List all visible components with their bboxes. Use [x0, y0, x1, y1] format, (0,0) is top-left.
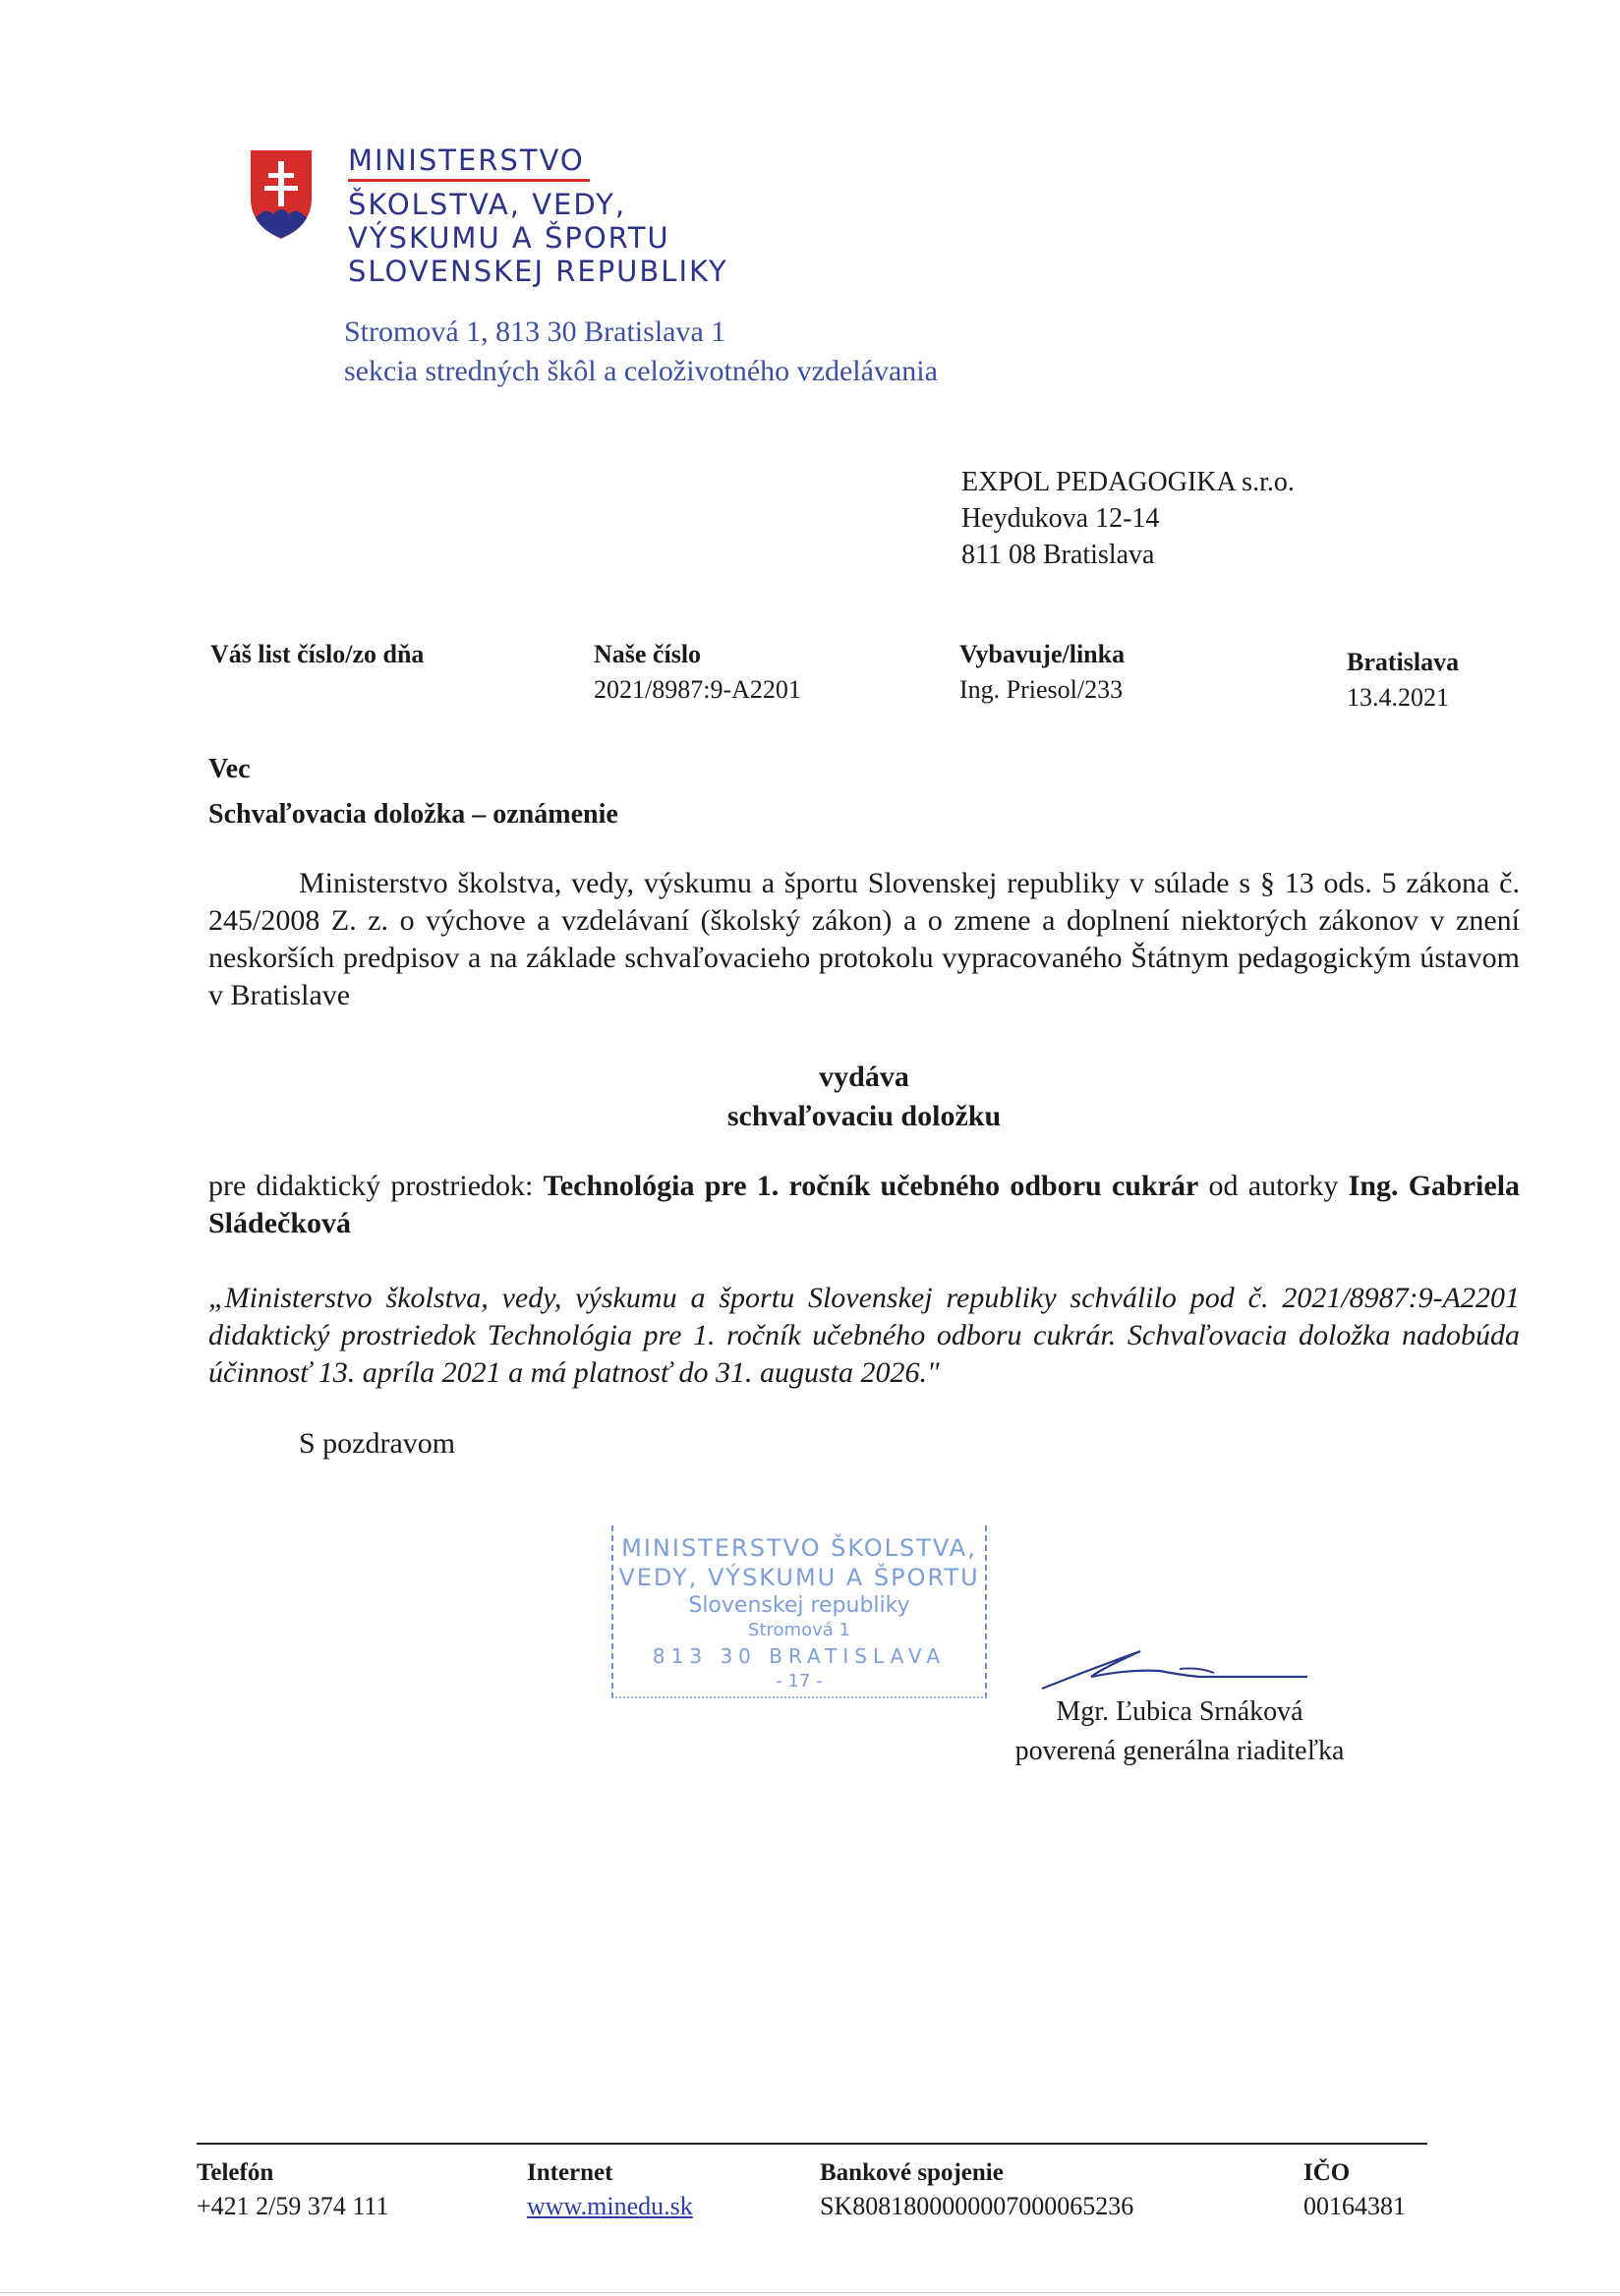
issue-object: schvaľovaciu doložku [726, 1100, 1002, 1132]
ministry-name-line-4: SLOVENSKEJ REPUBLIKY [348, 255, 728, 288]
your-letter-label: Váš list číslo/zo dňa [210, 640, 425, 668]
handwritten-signature [1032, 1639, 1317, 1698]
reference-place-date [1347, 645, 1459, 716]
body-paragraph-2 [208, 1168, 1520, 1242]
ministry-section: sekcia stredných škôl a celoživotného vzdelávania [344, 355, 938, 387]
body-paragraph-1: Ministerstvo školstva, vedy, výskumu a športu Slovenskej republiky v súlade s § 13 ods. 5 zákona č. 245/2008 Z. z. o výchove a vzdelávaní (školský zákon) a o zmene a doplnení niektorých zákonov v znení neskorších predpisov a na základe schvaľovacieho protokolu vypracovaného Štátnym pedagogickým ústavom v Bratislave [208, 867, 1520, 1011]
ico-value: 00164381 [1303, 2192, 1406, 2220]
recipient-street: Heydukova 12-14 [961, 503, 1160, 534]
recipient-name: EXPOL PEDAGOGIKA s.r.o. [961, 467, 1295, 497]
our-number-label: Naše číslo [594, 640, 702, 668]
p2-title: Technológia pre 1. ročník učebného odboru cukrár [543, 1170, 1199, 1202]
subject-text: Schvaľovacia doložka – oznámenie [208, 799, 618, 830]
subject [208, 747, 618, 837]
p2-prefix: pre didaktický prostriedok: [208, 1170, 534, 1202]
bank-value: SK8081800000007000065236 [820, 2192, 1134, 2220]
ministry-name-line-3: VÝSKUMU A ŠPORTU [348, 221, 670, 255]
p2-author: Ing. Gabriela Sládečková [208, 1170, 1521, 1239]
ministry-name [348, 144, 728, 288]
official-stamp [611, 1525, 987, 1698]
place-label: Bratislava [1347, 648, 1460, 676]
phone-label: Telefón [197, 2159, 274, 2186]
bank-label: Bankové spojenie [820, 2159, 1004, 2186]
ico-label: IČO [1303, 2159, 1351, 2186]
ministry-street: Stromová 1, 813 30 Bratislava 1 [344, 316, 726, 348]
recipient-address [961, 464, 1295, 573]
slovak-coat-of-arms-icon [248, 147, 315, 242]
signatory [983, 1693, 1376, 1771]
footer-ico [1303, 2156, 1406, 2223]
approval-quote: „Ministerstvo školstva, vedy, výskumu a športu Slovenskej republiky schválilo pod č. 2021/8987:9-A2201 didaktický prostriedok Technológia pre 1. ročník učebného odboru cukrár. Schvaľovacia doložka nadobúda účinnosť 13. apríla 2021 a má platnosť do 31. augusta 2026." [208, 1282, 1520, 1389]
reference-our-number [594, 637, 801, 708]
issue-statement [208, 1058, 1520, 1136]
internet-label: Internet [527, 2159, 613, 2186]
ministry-address [344, 313, 938, 391]
stamp-line-1: MINISTERSTVO ŠKOLSTVA, [621, 1534, 977, 1562]
greeting: S pozdravom [299, 1427, 456, 1460]
stamp-line-2: VEDY, VÝSKUMU A ŠPORTU [618, 1564, 980, 1591]
footer-divider [197, 2143, 1427, 2145]
footer-internet [527, 2156, 693, 2223]
phone-value: +421 2/59 374 111 [197, 2192, 389, 2220]
stamp-line-3: Slovenskej republiky [688, 1593, 910, 1618]
issue-verb: vydáva [819, 1061, 909, 1093]
ministry-name-line-1: MINISTERSTVO [348, 144, 585, 177]
footer-phone [197, 2156, 388, 2223]
website-link[interactable]: www.minedu.sk [527, 2192, 693, 2220]
footer-bank [820, 2156, 1133, 2223]
handled-by-value: Ing. Priesol/233 [959, 675, 1124, 704]
recipient-city: 811 08 Bratislava [961, 540, 1155, 570]
handled-by-label: Vybavuje/linka [959, 640, 1126, 668]
stamp-line-5: 813 30 BRATISLAVA [652, 1644, 947, 1668]
reference-your-letter [210, 637, 424, 672]
ministry-name-rule [348, 179, 590, 182]
ministry-name-line-2: ŠKOLSTVA, VEDY, [348, 188, 627, 221]
p2-middle: od autorky [1208, 1170, 1339, 1202]
date-value: 13.4.2021 [1347, 683, 1449, 712]
our-number-value: 2021/8987:9-A2201 [594, 675, 801, 704]
signatory-title: poverená generálna riaditeľka [1014, 1736, 1345, 1766]
subject-label: Vec [208, 754, 251, 784]
scan-edge-line [0, 2292, 1620, 2293]
stamp-line-4: Stromová 1 [748, 1620, 850, 1640]
signatory-name: Mgr. Ľubica Srnáková [1056, 1696, 1303, 1727]
stamp-line-6: - 17 - [776, 1671, 823, 1692]
reference-handled-by [959, 637, 1125, 708]
